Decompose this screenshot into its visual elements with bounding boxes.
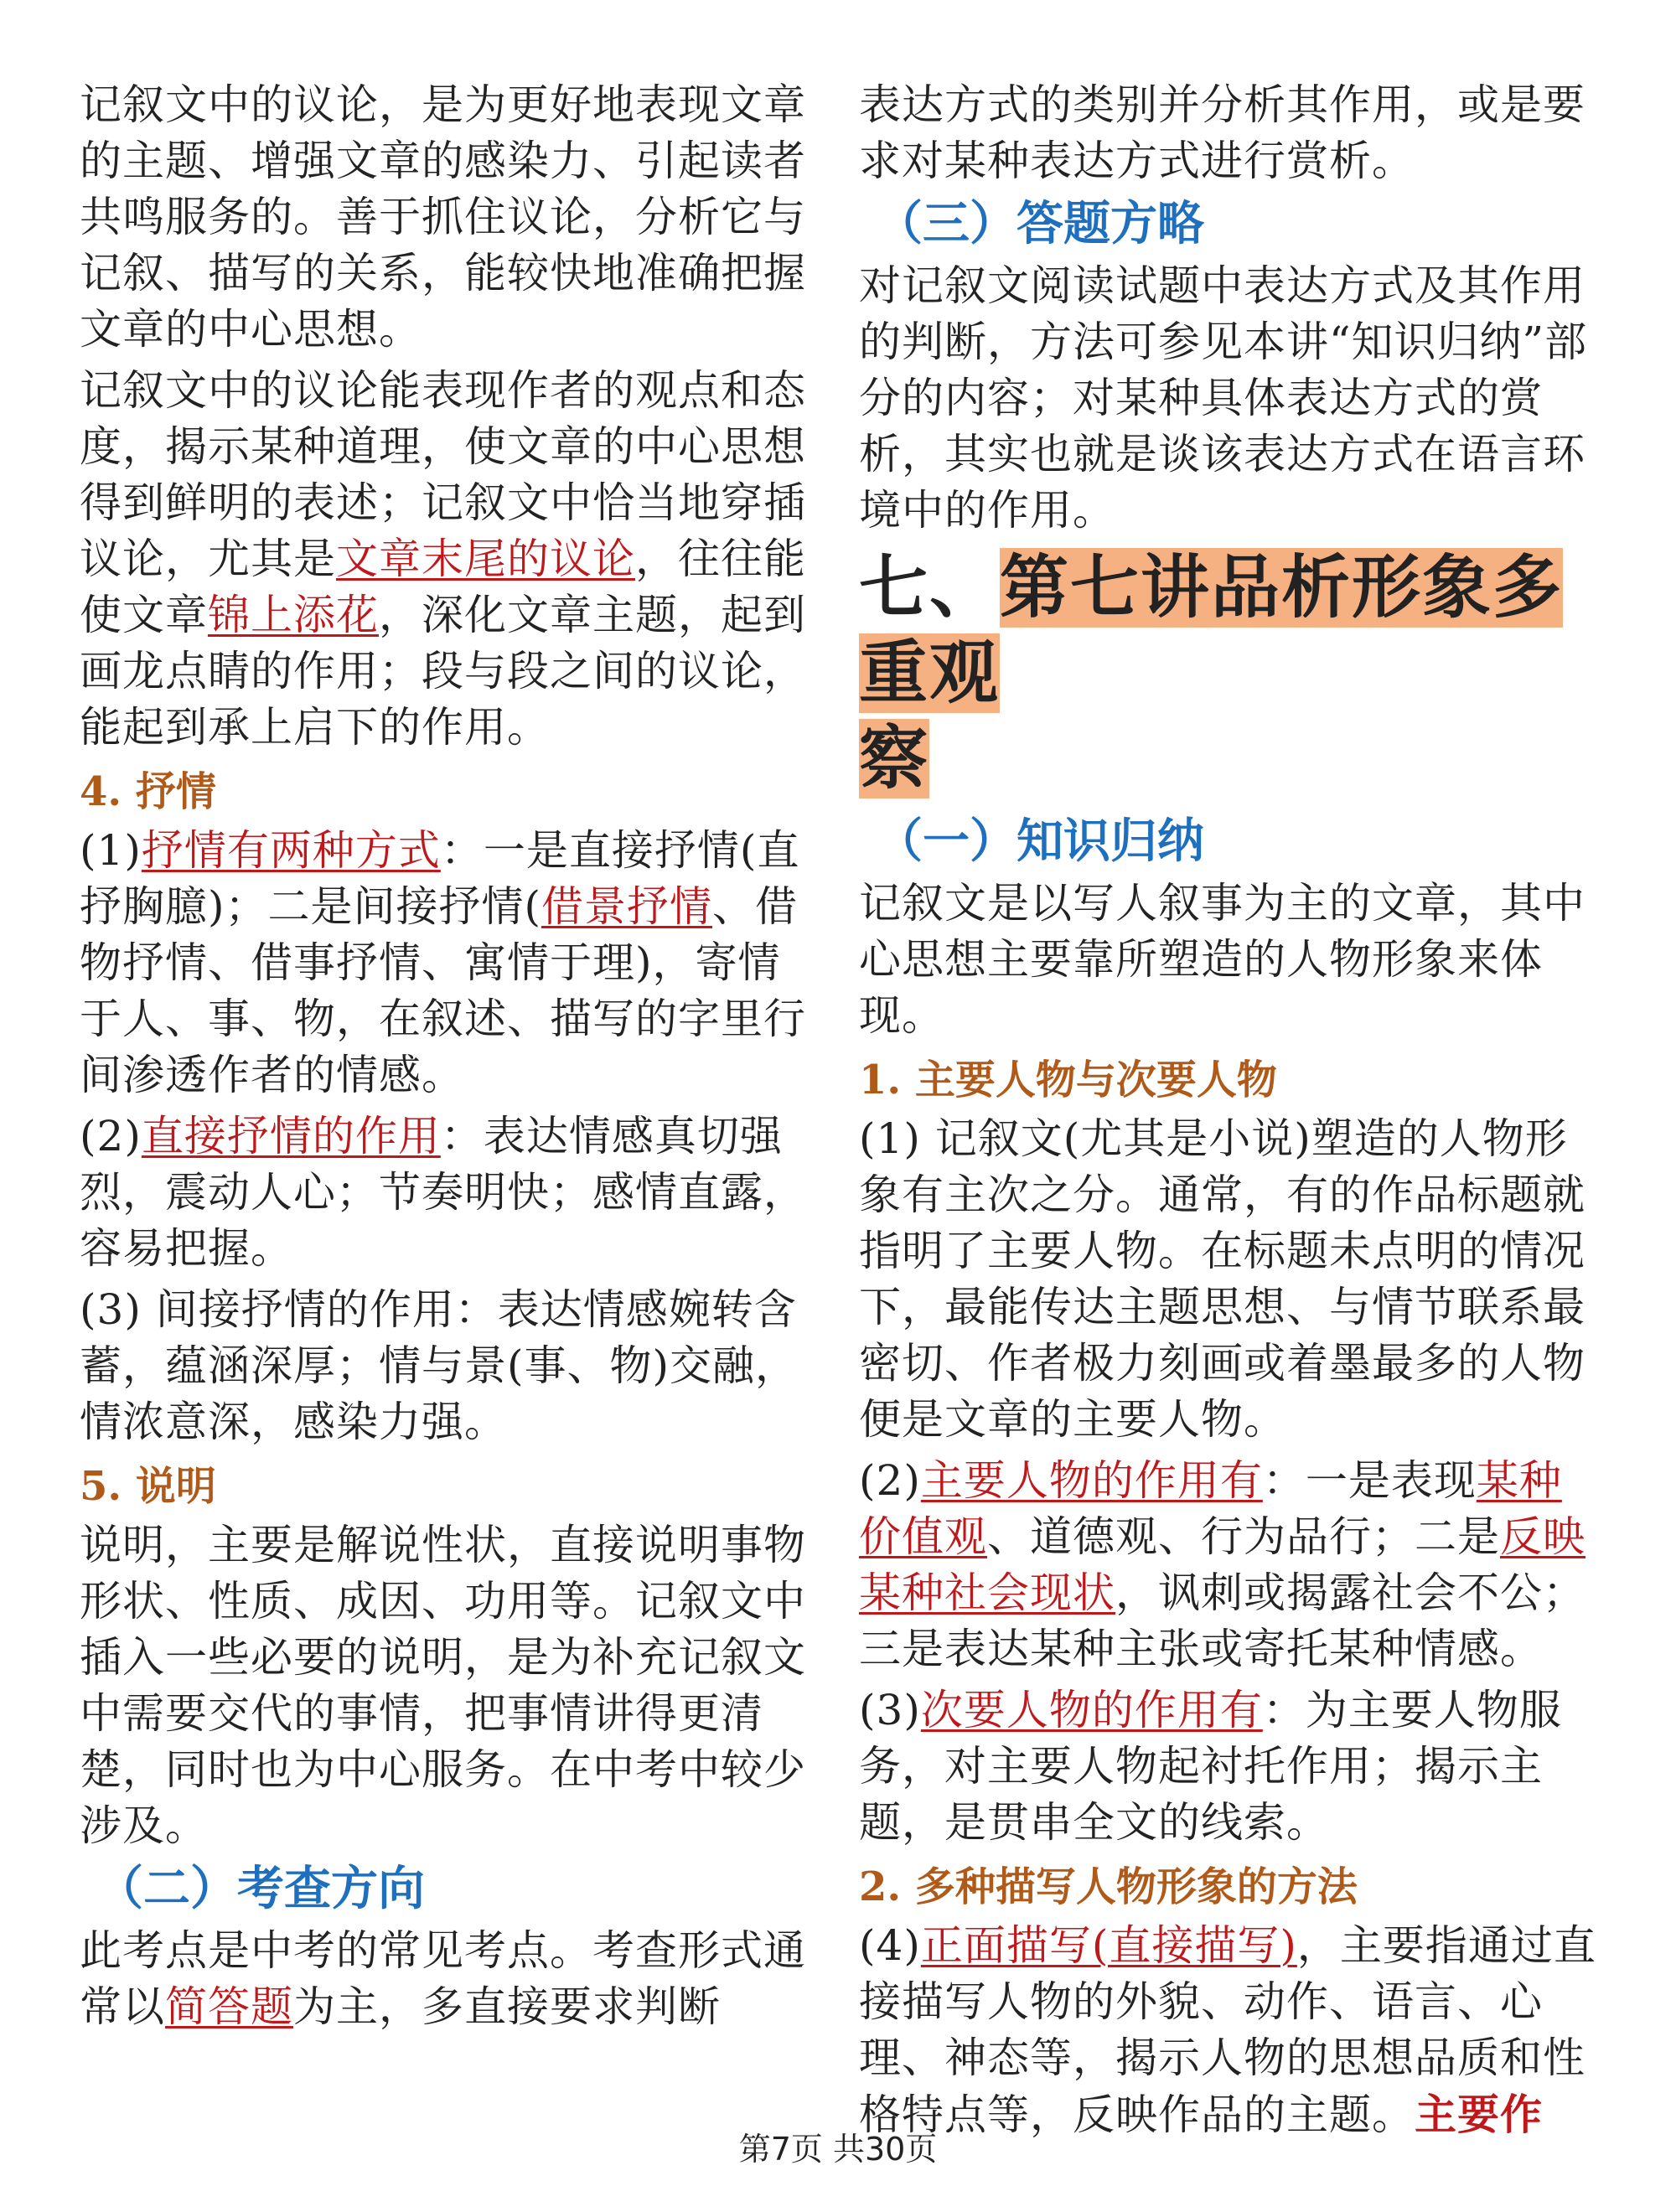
paragraph [859,1682,1596,1851]
paragraph [859,1918,1596,2143]
emphasis-text: 抒情有两种方式 [141,826,441,875]
text: ，深化文章主题，起到画龙点睛的作用；段与段之间的议论，能起到承上启下的作用。 [80,591,806,752]
paragraph [80,1109,817,1277]
text: (2) [80,1112,142,1160]
section-heading: 2. 多种描写人物形象的方法 [859,1863,1358,1910]
text: ，往往能使文章 [80,535,806,639]
paragraph [80,363,817,756]
emphasis-text: 直接抒情的作用 [141,1112,441,1160]
section-heading: 5. 说明 [80,1463,216,1510]
text: (1) [80,826,142,875]
text: ：为主要人物服务，对主要人物起衬托作用；揭示主题，是贯串全文的线索。 [859,1686,1562,1847]
text: (1) 记叙文(尤其是小说)塑造的人物形象有主次之分。通常，有的作品标题就指明了主要人物。在标题未点明的情况下，最能传达主题思想、与情节联系最密切、作者极力刻画或着墨最多的人物便是文章的主要人物。 [859,1114,1585,1444]
paragraph [859,258,1596,539]
emphasis-text: 反映某种社会现状 [859,1512,1585,1617]
text: 为主，多直接要求判断 [293,1982,721,2031]
emphasis-text: 某种价值观 [859,1456,1562,1561]
emphasis-text: 文章末尾的议论 [336,535,635,583]
text: 说明，主要是解说性状，直接说明事物形状、性质、成因、功用等。记叙文中插入一些必要的说明，是为补充记叙文中需要交代的事情，把事情讲得更清楚，同时也为中心服务。在中考中较少涉及。 [80,1521,806,1850]
highlighted-title: 第七讲品析形象多重观 [859,548,1564,713]
text: ：一是表现 [1262,1456,1477,1505]
text: 、道德观、行为品行；二是 [987,1512,1500,1561]
subsection-heading: （三）答题方略 [876,197,1204,251]
paragraph [859,77,1596,189]
text: (3) [859,1686,921,1734]
subsection-heading: （二）考查方向 [96,1862,425,1916]
emphasis-text: 次要人物的作用有 [920,1686,1263,1734]
text: ，主要指通过直接描写人物的外貌、动作、语言、心理、神态等，揭示人物的思想品质和性格特点等，反映作品的主题。 [859,1921,1596,2139]
section-heading: 1. 主要人物与次要人物 [859,1057,1277,1103]
subsection-heading: （一）知识归纳 [876,814,1204,869]
paragraph [80,1517,817,1854]
emphasis-text: 锦上添花 [208,591,379,639]
paragraph [859,1453,1596,1677]
text: 记叙文中的议论能表现作者的观点和态度，揭示某种道理，使文章的中心思想得到鲜明的表述；记叙文中恰当地穿插议论，尤其是 [80,366,806,583]
text: (2) [859,1456,921,1505]
section-heading: 4. 抒情 [80,768,216,815]
text: ：表达情感真切强烈，震动人心；节奏明快；感情直露，容易把握。 [80,1112,806,1273]
emphasis-text: 简答题 [165,1982,293,2031]
page-number: 第7页 共30页 [738,2131,938,2168]
right-column [859,77,1596,2148]
paragraph [80,1923,817,2035]
emphasis-text: 正面描写(直接描写) [920,1921,1297,1970]
text: 表达方式的类别并分析其作用，或是要求对某种表达方式进行赏析。 [859,80,1585,185]
text: (3) 间接抒情的作用：表达情感婉转含蓄，蕴涵深厚；情与景(事、物)交融，情浓意深，感染力强。 [80,1285,799,1446]
chapter-number: 七、 [859,548,1001,628]
highlighted-title: 察 [859,719,930,798]
left-column [80,77,817,2040]
chapter-title [859,545,1596,802]
paragraph [80,77,817,358]
text: 对记叙文阅读试题中表达方式及其作用的判断，方法可参见本讲“知识归纳”部分的内容；对某种具体表达方式的赏析，其实也就是谈该表达方式在语言环境中的作用。 [859,261,1588,535]
paragraph [80,823,817,1103]
text: 记叙文中的议论，是为更好地表现文章的主题、增强文章的感染力、引起读者共鸣服务的。善于抓住议论，分析它与记叙、描写的关系，能较快地准确把握文章的中心思想。 [80,80,806,354]
paragraph [859,1111,1596,1448]
paragraph [859,876,1596,1044]
emphasis-text: 借景抒情 [541,882,713,931]
text: 、借物抒情、借事抒情、寓情于理)，寄情于人、事、物，在叙述、描写的字里行间渗透作者的情感。 [80,882,806,1099]
text: (4) [859,1921,921,1970]
text: ：一是直接抒情(直抒胸臆)；二是间接抒情( [80,826,800,931]
text: 此考点是中考的常见考点。考查形式通常以 [80,1926,806,2031]
emphasis-text: 主要作 [1415,2090,1543,2139]
emphasis-text: 主要人物的作用有 [920,1456,1263,1505]
text: 记叙文是以写人叙事为主的文章，其中心思想主要靠所塑造的人物形象来体现。 [859,879,1585,1040]
paragraph [80,1282,817,1450]
text: ，讽刺或揭露社会不公；三是表达某种主张或寄托某种情感。 [859,1569,1585,1673]
